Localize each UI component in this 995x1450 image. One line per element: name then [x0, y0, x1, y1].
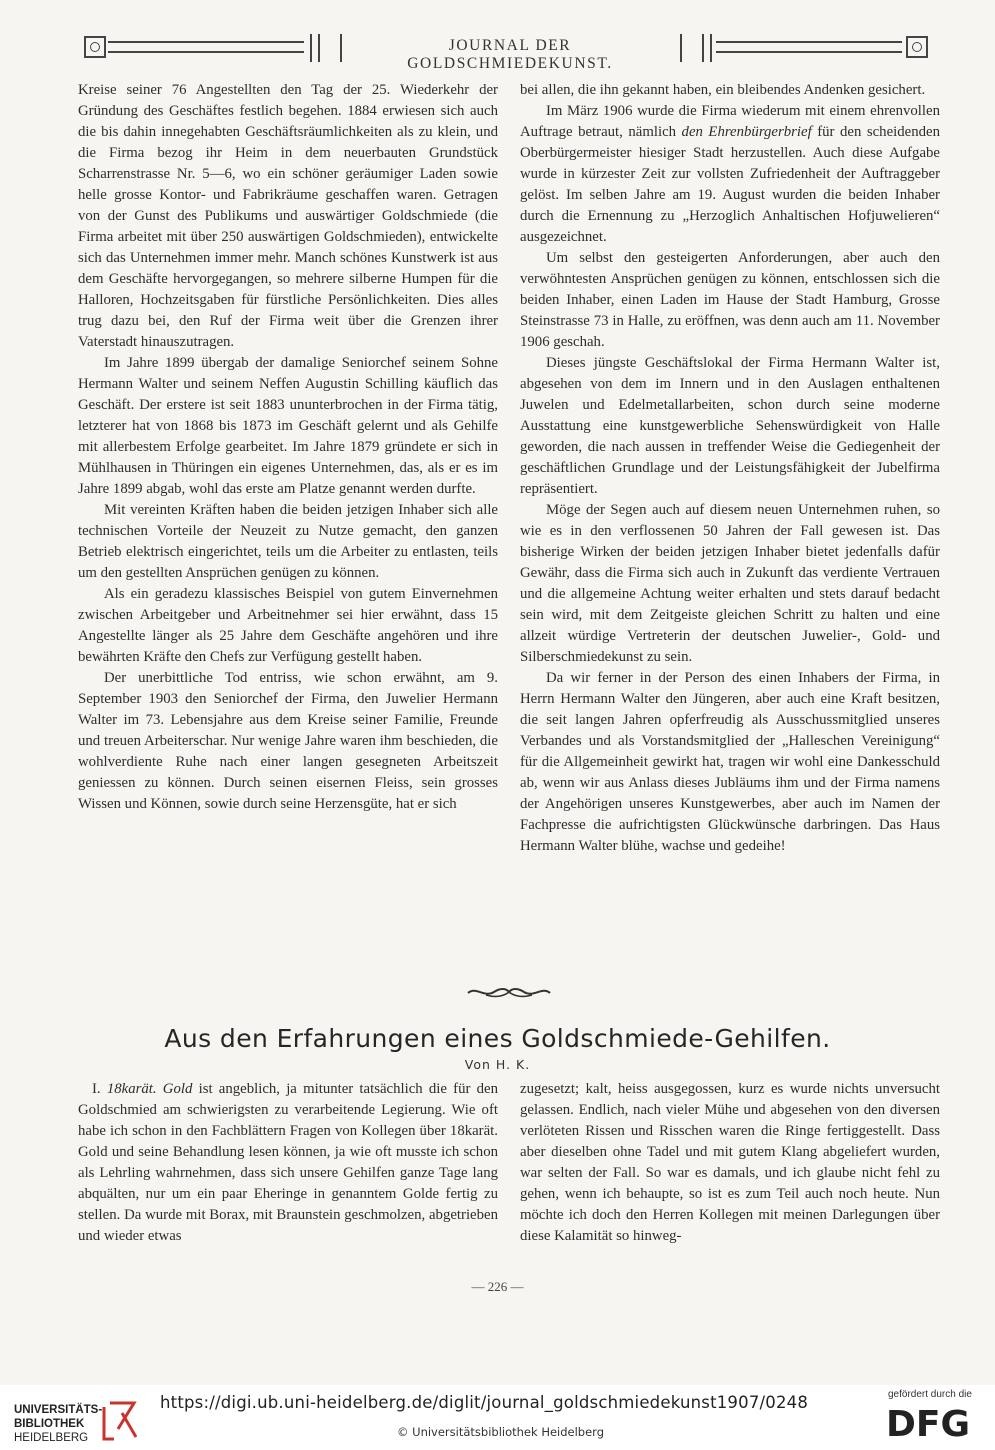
paragraph: I. 18karät. Gold ist angeblich, ja mitunter tatsächlich die für den Goldschmied am schwierigsten zu verarbeitende Legierung. Wie oft habe ich schon in den Fachblättern Fragen von Kollegen über 18karät. Gold und seine Behandlung lesen können, ja wie oft musste ich schon als Lehrling wahrnehmen, dass sich unsere Gehilfen ganze Tage lang abquälten, nur um ein paar Eheringe in genanntem Golde fertig zu stellen. Da wurde mit Borax, mit Braunstein geschmolzen, abgetrieben und wieder etwas: [78, 1081, 498, 1244]
library-logo-icon: [100, 1399, 138, 1441]
swirl-ornament-icon: [466, 984, 552, 1000]
header-rule-left: [108, 41, 304, 53]
paragraph: zugesetzt; kalt, heiss ausgegossen, kurz es wurde nichts unversucht gelassen. Endlich, nach vieler Mühe und abgesehen von den diversen verlöteten Rissen und Risschen waren die Ringe fertiggestellt. Dass aber dieselben ohne Tadel und mit gutem Klang abgeliefert wurden, war selten der Fall. So war es damals, und ich glaube nicht fehl zu gehen, wenn ich behaupte, so ist es zum Teil auch noch heute. Nun möchte ich doch den Herren Kollegen mit meinen Darlegungen über diese Kalamität so hinweg-: [520, 1081, 940, 1244]
paragraph: Kreise seiner 76 Angestellten den Tag der 25. Wiederkehr der Gründung des Geschäftes festlich begehen. 1884 erwiesen sich auch die bis dahin innegehabten Geschäftsräumlichkeiten als zu klein, und die Firma bezog ihr Heim in dem neuerbauten Grundstück Scharrenstrasse Nr. 5—6, wo ein schöner geräumiger Laden sowie helle grosse Kontor- und Fabrikräume geschaffen waren. Getragen von der Gunst des Publikums und auswärtiger Goldschmiede (die Firma arbeitet mit über 250 auswärtigen Goldschmieden), entwickelte sich das Unternehmen immer mehr. Manch schönes Kunstwerk ist aus dem Geschäfte hervorgegangen, so mehrere silberne Humpen für die Halloren, Hochzeitsgaben für fürstliche Persönlichkeiten. Dies alles trug dazu bei, den Ruf der Firma weit über die Grenzen ihrer Vaterstadt hinauszutragen.: [78, 82, 498, 350]
header-ornament-icon: [84, 36, 106, 58]
header-ornament-icon: [906, 36, 928, 58]
header-rule-right: [716, 41, 902, 53]
paragraph: Da wir ferner in der Person des einen Inhabers der Firma, in Herrn Hermann Walter den Jüngeren, aber auch eine Kraft besitzen, die seit langen Jahren opferfreudig als Ausschussmitglied unseres Verbandes und als Vorstandsmitglied der „Halleschen Vereinigung“ für die Allgemeinheit gewirkt hat, tragen wir wohl eine Dankesschuld ab, wenn wir aus Anlass dieses Jubläums ihm und der Firma namens der Angehörigen unseres Kunstgewerbes, aber auch im Namen der Fachpresse die aufrichtigsten Glückwünsche darbringen. Das Haus Hermann Walter blühe, wachse und gedeihe!: [520, 670, 940, 854]
copyright-notice: © Universitätsbibliothek Heidelberg: [397, 1425, 605, 1439]
paragraph: bei allen, die ihn gekannt haben, ein bleibendes Andenken gesichert.: [520, 82, 926, 98]
emphasis: 18karät. Gold: [106, 1081, 193, 1097]
paragraph: Mit vereinten Kräften haben die beiden jetzigen Inhaber sich alle technischen Vorteile der Neuzeit zu Nutze gemacht, den ganzen Betrieb elektrisch eingerichtet, teils um die Arbeiter zu entlasten, teils um den gestellten Ansprüchen genügen zu können.: [78, 502, 498, 581]
paragraph: Im März 1906 wurde die Firma wiederum mit einem ehrenvollen Auftrage betraut, nämlich den Ehrenbürgerbrief für den scheidenden Oberbürgermeister hiesiger Stadt herzustellen. Auch diese Aufgabe wurde in kürzester Zeit zur vollsten Zufriedenheit der Auftraggeber gelöst. Im selben Jahre am 19. August wurden die beiden Inhaber durch die Ernennung zu „Herzoglich Anhaltischen Hofjuwelieren“ ausgezeichnet.: [520, 103, 940, 245]
svg-text:DFG: DFG: [886, 1404, 971, 1441]
running-header: [84, 34, 936, 72]
funder-label: gefördert durch die: [888, 1389, 972, 1400]
article-left-column: [78, 80, 498, 815]
paragraph: Um selbst den gesteigerten Anforderungen, aber auch den verwöhntesten Ansprüchen genügen zu können, entschlossen sich die beiden Inhaber, einen Laden im Hause der Stadt Hamburg, Grosse Steinstrasse 73 in Halle, zu eröffnen, was denn auch am 11. November 1906 geschah.: [520, 250, 940, 350]
article-byline: Von H. K.: [464, 1057, 531, 1072]
dfg-logo-icon: [884, 1403, 980, 1441]
page-number: — 226 —: [471, 1279, 524, 1294]
footer-bar: [0, 1385, 995, 1450]
paragraph: Möge der Segen auch auf diesem neuen Unternehmen ruhen, so wie es in den verflossenen 50 Jahren der Fall gewesen ist. Das bisherige Wirken der beiden jetzigen Inhaber bietet jedenfalls dafür Gewähr, dass die Firma sich auch in Zukunft das verdiente Vertrauen und die allgemeine Achtung weiter erhalten und stets darauf bedacht sein wird, mit dem Zeitgeiste gleichen Schritt zu halten und eine allzeit würdige Vertreterin der deutschen Juwelier-, Gold- und Silberschmiedekunst zu sein.: [520, 502, 940, 665]
paragraph: Als ein geradezu klassisches Beispiel von gutem Einvernehmen zwischen Arbeitgeber und Arbeitnehmer sei hier erwähnt, dass 15 Angestellte länger als 25 Jahre dem Geschäfte angehören und ihre bewährten Kräfte den Chefs zur Verfügung gestellt haben.: [78, 586, 498, 665]
journal-title: JOURNAL DER GOLDSCHMIEDEKUNST.: [407, 37, 613, 72]
paragraph: Der unerbittliche Tod entriss, wie schon erwähnt, am 9. September 1903 den Seniorchef der Firma, den Juwelier Hermann Walter im 73. Lebensjahre aus dem Kreise seiner Familie, Freunde und treuen Arbeiterschar. Nur wenige Jahre waren ihm beschieden, die wohlverdiente Ruhe nach einer langen gesegneten Arbeitszeit geniessen zu können. Durch seinen eisernen Fleiss, sein grosses Wissen und Können, sowie durch seine Herzensgüte, hat er sich: [78, 670, 498, 812]
permalink-url[interactable]: https://digi.ub.uni-heidelberg.de/diglit/journal_goldschmiedekunst1907/0248: [160, 1393, 809, 1412]
paragraph: Im Jahre 1899 übergab der damalige Seniorchef seinem Sohne Hermann Walter und seinem Neffen Augustin Schilling käuflich das Geschäft. Der erstere ist seit 1883 ununterbrochen in der Firma tätig, letzterer hat von 1868 bis 1873 im Geschäft gelernt und als Gehilfe mit allerbestem Erfolge gearbeitet. Im Jahre 1879 gründete er sich in Mühlhausen in Thüringen ein eigenes Unternehmen, das, als er es im Jahre 1899 abgab, wohl das erste am Platze genannt werden durfte.: [78, 355, 498, 497]
paragraph: Dieses jüngste Geschäftslokal der Firma Hermann Walter ist, abgesehen von dem im Innern und in den Auslagen enthaltenen Juwelen und Edelmetallarbeiten, schon durch seine moderne Ausstattung eine kunstgewerbliche Sehenswürdigkeit von Halle geworden, die nach aussen in treffender Weise die Gediegenheit der geschäftlichen Grundlage und der Leistungsfähigkeit der Jubelfirma repräsentiert.: [520, 355, 940, 497]
article2-right-column: [520, 1079, 940, 1247]
article2-left-column: [78, 1079, 498, 1247]
article-right-column: [520, 80, 940, 857]
emphasis: den Ehrenbürgerbrief: [681, 124, 812, 140]
article-title: Aus den Erfahrungen eines Goldschmiede-Gehilfen.: [164, 1024, 831, 1053]
library-name: UNIVERSITÄTS- BIBLIOTHEK HEIDELBERG: [14, 1404, 103, 1444]
